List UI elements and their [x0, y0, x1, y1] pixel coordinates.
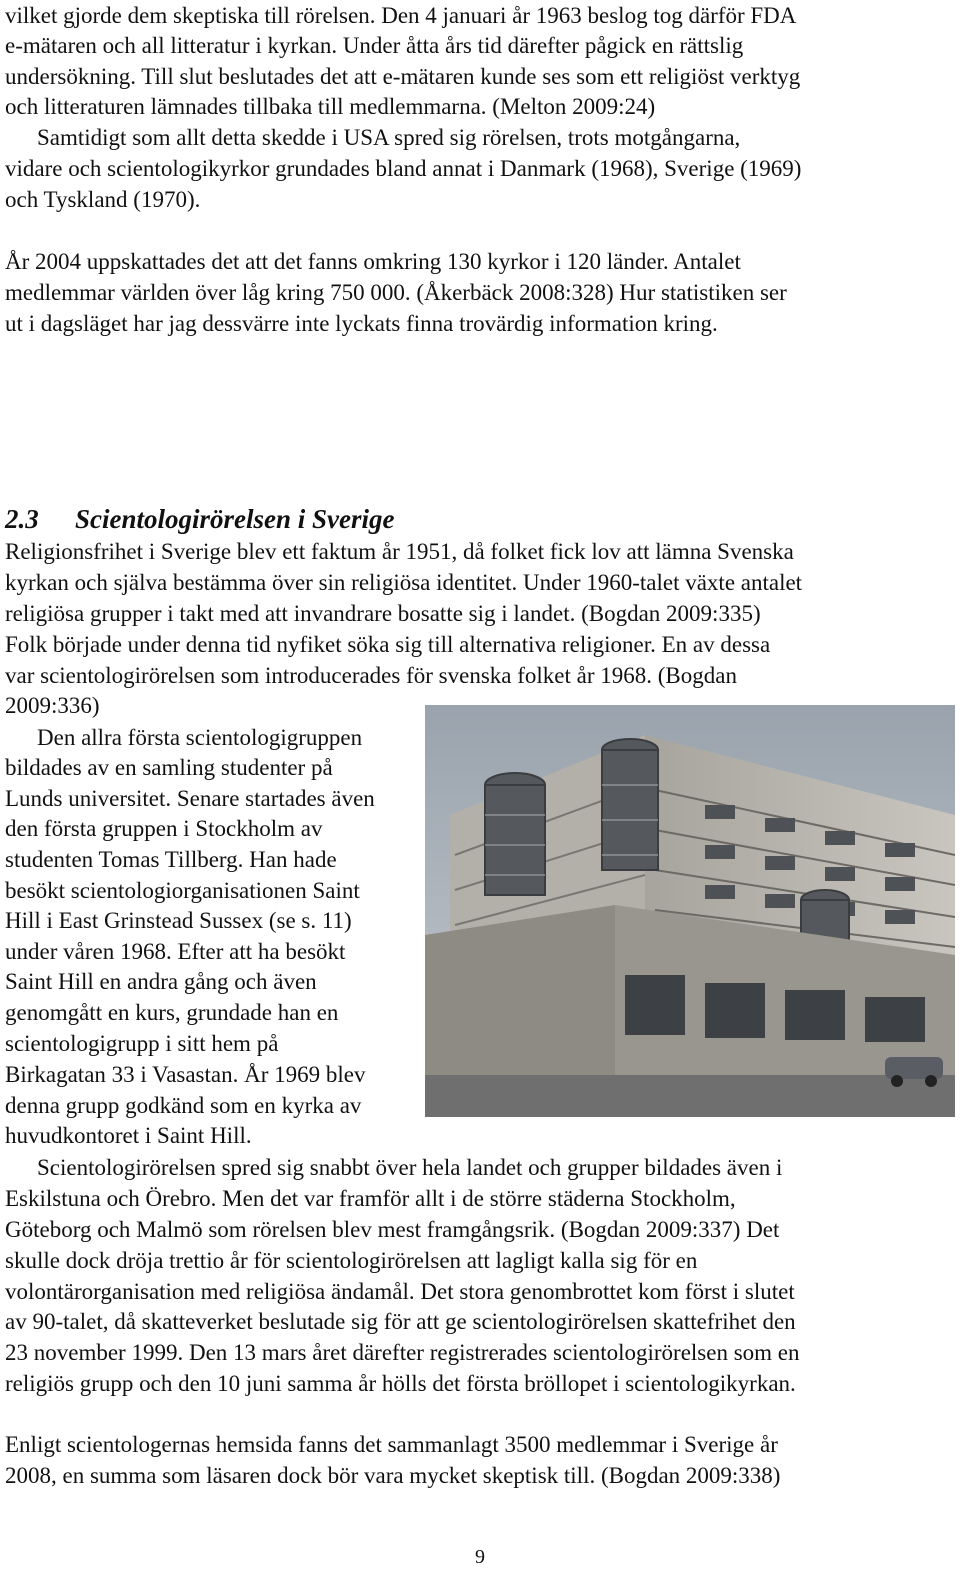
text-line: Lunds universitet. Senare startades även — [5, 786, 375, 811]
text-line: Enligt scientologernas hemsida fanns det sammanlagt 3500 medlemmar i Sverige år — [5, 1432, 778, 1457]
text-line: och litteraturen lämnades tillbaka till medlemmarna. (Melton 2009:24) — [5, 94, 656, 119]
text-line: kyrkan och själva bestämma över sin religiösa identitet. Under 1960-talet växte antalet — [5, 570, 803, 595]
text-line: av 90-talet, då skatteverket beslutade sig för att ge scientologirörelsen skattefrihet den — [5, 1309, 796, 1334]
text-line: Göteborg och Malmö som rörelsen blev mest framgångsrik. (Bogdan 2009:337) Det — [5, 1217, 780, 1242]
text-line: undersökning. Till slut beslutades det att e-mätaren kunde ses som ett religiöst verktyg — [5, 64, 801, 89]
page-number: 9 — [475, 1546, 485, 1568]
text-line: Folk började under denna tid nyfiket söka sig till alternativa religioner. En av dessa — [5, 632, 771, 657]
section-number: 2.3 — [5, 504, 39, 534]
text-line: e-mätaren och all litteratur i kyrkan. Under åtta års tid därefter pågick en rättslig — [5, 33, 744, 58]
text-line: 2008, en summa som läsaren dock bör vara mycket skeptisk till. (Bogdan 2009:338) — [5, 1463, 781, 1488]
text-line: Samtidigt som allt detta skedde i USA spred sig rörelsen, trots motgångarna, — [37, 125, 741, 150]
text-line: Religionsfrihet i Sverige blev ett faktum år 1951, då folket fick lov att lämna Svenska — [5, 539, 794, 564]
text-line: 2009:336) — [5, 693, 100, 718]
text-line: bildades av en samling studenter på — [5, 755, 333, 780]
text-line: religiösa grupper i takt med att invandrare bosatte sig i landet. (Bogdan 2009:335) — [5, 601, 761, 626]
text-line: genomgått en kurs, grundade han en — [5, 1000, 339, 1025]
text-line: 23 november 1999. Den 13 mars året därefter registrerades scientologirörelsen som en — [5, 1340, 800, 1365]
text-line: Hill i East Grinstead Sussex (se s. 11) — [5, 908, 352, 933]
text-line: religiös grupp och den 10 juni samma år hölls det första bröllopet i scientologikyrkan. — [5, 1371, 796, 1396]
section-heading — [5, 501, 395, 537]
text-line: studenten Tomas Tillberg. Han hade — [5, 847, 337, 872]
text-line: Eskilstuna och Örebro. Men det var framför allt i de större städerna Stockholm, — [5, 1186, 736, 1211]
text-line: besökt scientologiorganisationen Saint — [5, 878, 360, 903]
text-line: Birkagatan 33 i Vasastan. År 1969 blev — [5, 1062, 366, 1087]
text-line: under våren 1968. Efter att ha besökt — [5, 939, 346, 964]
text-line: vidare och scientologikyrkor grundades bland annat i Danmark (1968), Sverige (1969) — [5, 156, 802, 181]
section-title: Scientologirörelsen i Sverige — [75, 504, 395, 534]
text-line: vilket gjorde dem skeptiska till rörelsen. Den 4 januari år 1963 beslog tog därför FDA — [5, 3, 797, 28]
text-line: ut i dagsläget har jag dessvärre inte lyckats finna trovärdig information kring. — [5, 311, 718, 336]
text-line: Saint Hill en andra gång och även — [5, 969, 317, 994]
text-line: huvudkontoret i Saint Hill. — [5, 1123, 252, 1148]
text-line: Den allra första scientologigruppen — [37, 725, 363, 750]
text-line: medlemmar världen över låg kring 750 000. (Åkerbäck 2008:328) Hur statistiken ser — [5, 280, 787, 305]
text-line: skulle dock dröja trettio år för scientologirörelsen att lagligt kalla sig för en — [5, 1248, 698, 1273]
text-line: Scientologirörelsen spred sig snabbt över hela landet och grupper bildades även i — [37, 1155, 783, 1180]
text-line: och Tyskland (1970). — [5, 187, 201, 212]
text-line: scientologigrupp i sitt hem på — [5, 1031, 279, 1056]
text-line: var scientologirörelsen som introducerades för svenska folket år 1968. (Bogdan — [5, 663, 737, 688]
text-line: År 2004 uppskattades det att det fanns omkring 130 kyrkor i 120 länder. Antalet — [5, 249, 741, 274]
text-line: denna grupp godkänd som en kyrka av — [5, 1093, 362, 1118]
text-line: volontärorganisation med religiösa ändamål. Det stora genombrottet kom först i slutet — [5, 1279, 795, 1304]
text-line: den första gruppen i Stockholm av — [5, 816, 323, 841]
building-photo — [425, 705, 955, 1117]
